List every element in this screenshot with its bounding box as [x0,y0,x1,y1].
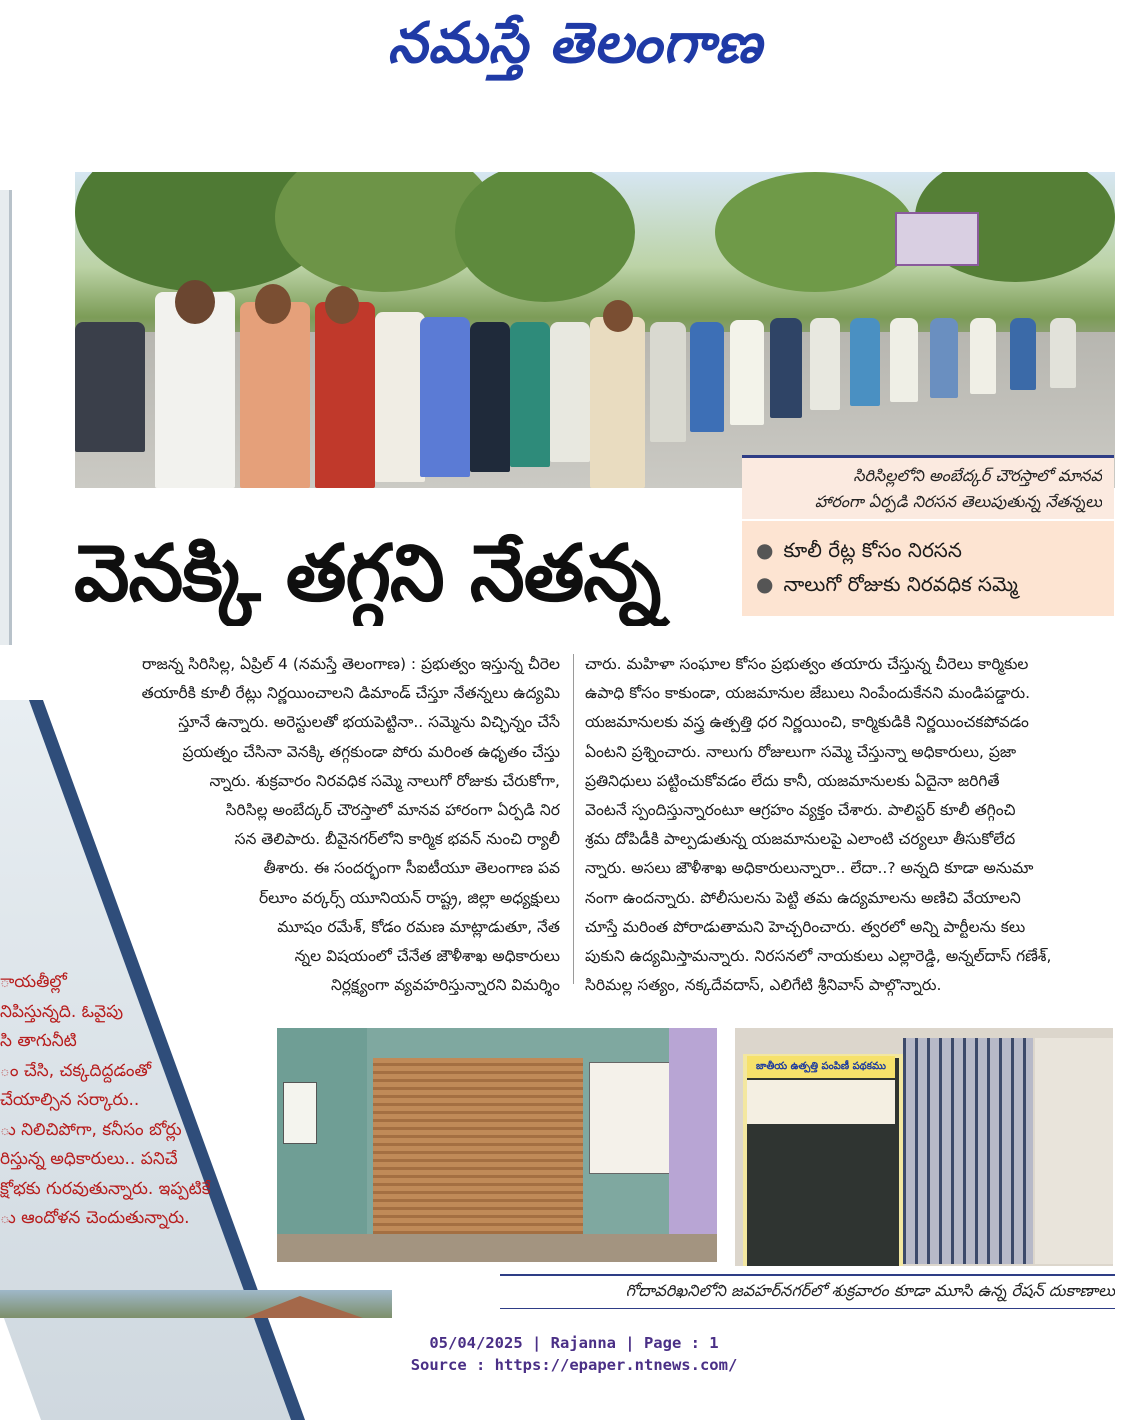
photo-caption [742,455,1114,519]
protester [510,322,550,467]
left-clipped-story [0,968,272,1258]
article-line: ప్రతినిధులు పట్టించుకోవడం లేదు కానీ, యజమానులకు ఏదైనా జరిగితే [585,771,1000,790]
left-story-line: ు ఆందోళన చెందుతున్నారు. [0,1208,190,1228]
bullet-item [756,533,1100,567]
protester [850,318,880,406]
bullet-text: కూలీ రేట్ల కోసం నిరసన [783,538,962,562]
newspaper-masthead: నమస్తే తెలంగాణ [387,10,763,76]
article-line: చూస్తే మరింత పోరాడుతామని హెచ్చరించారు. త్వరలో అన్ని పార్టీలను కలు [585,917,1026,936]
protester-head [255,284,291,324]
ration-board-heading: జాతీయ ఉత్పత్తి పంపిణీ పథకము [747,1056,895,1078]
protester [890,318,918,402]
left-story-line: ు నిలిచిపోగా, కనీసం బోర్లు [0,1119,182,1140]
protest-photo [75,172,1115,488]
article-line: న్నారు. అసలు జౌళీశాఖ అధికారులున్నారా.. లేదా..? అన్నది కూడా అనుమా [585,859,1034,878]
protester [375,312,425,482]
article-line: సిరిమల్ల సత్యం, నక్కదేవదాస్, ఎలిగేటి శ్రీనివాస్ పాల్గొన్నారు. [585,976,942,995]
grille-gate [903,1038,1033,1264]
protester [550,322,590,462]
article-line: మూషం రమేశ్, కోడం రమణ మాట్లాడుతూ, నేత [277,917,560,936]
protester [650,322,686,442]
officer-head [603,300,633,332]
highlight-bullets [742,521,1114,616]
left-story-line: చేయాల్సిన సర్కారు.. [0,1090,140,1110]
footer-source-link[interactable]: Source : https://epaper.ntnews.com/ [410,1356,738,1374]
protester [470,322,510,472]
notice-sheet [283,1082,317,1144]
protester [1050,318,1076,388]
tree-canopy [715,172,915,292]
article-line: తీశారు. ఈ సందర్భంగా సీఐటీయూ తెలంగాణ పవ [263,859,560,878]
protester-head [175,280,215,324]
wall [1035,1038,1113,1264]
bottom-photo-caption: గోదావరిఖనిలోని జవహర్‌నగర్‌లో శుక్రవారం కూడా మూసి ఉన్న రేషన్ దుకాణాలు [500,1274,1115,1309]
article-line: యజమానులకు వస్త్ర ఉత్పత్తి ధర నిర్ణయించి, కార్మికుడికి నిర్ణయించకపోవడం [585,713,1029,732]
ration-shop-photo [735,1028,1113,1266]
article-line: సిరిసిల్ల అంబేద్కర్ చౌరస్తాలో మానవ హారంగా ఏర్పడి నిర [225,801,560,820]
notice-board [589,1062,671,1174]
protester [930,318,958,398]
police-officer [590,317,645,488]
article-line: చారు. మహిళా సంఘాల కోసం ప్రభుత్వం తయారు చేస్తున్న చీరెలు కార్మికుల [585,655,1029,673]
protester [690,322,724,432]
article-line: నంగా ఉందన్నారు. పోలీసులను పెట్టి తమ ఉద్యమాలను అణిచి వేయాలని [585,888,1021,907]
footer-date-line: 05/04/2025 | Rajanna | Page : 1 [429,1334,719,1352]
article-line: ఉపాధి కోసం కాకుండా, యజమానుల జేబులు నింపేందుకేనని మండిపడ్డారు. [585,684,1031,703]
headline: వెనక్కి తగ్గని నేతన్న [74,529,661,619]
protester [770,318,802,418]
article-line: ఏంటని ప్రశ్నించారు. నాలుగు రోజులుగా సమ్మె చేస్తున్నా అధికారులు, ప్రజా [585,742,1017,761]
column-divider [573,654,574,984]
shop-floor [277,1234,717,1262]
protester [1010,318,1036,390]
left-story-line: సి తాగునీటి [0,1031,77,1051]
article-line: తయారీకి కూలీ రేట్లు నిర్ణయించాలని డిమాండ్ చేస్తూ నేతన్నలు ఉద్యమి [141,684,560,703]
wall [277,1028,367,1262]
left-story-line: ాయతీల్లో [0,972,67,992]
article-column-right [585,650,1118,1000]
bullet-text: నాలుగో రోజుకు నిరవధిక సమ్మె [783,572,1018,596]
bullet-icon: ● [756,538,774,562]
photo-caption-line: హారంగా ఏర్పడి నిరసన తెలుపుతున్న నేతన్నలు [814,492,1102,511]
left-story-line: నిపిస్తున్నది. ఓవైపు [0,1001,124,1022]
left-story-line: క్షోభకు గురవుతున్నారు. ఇప్పటికే [0,1178,211,1199]
article-line: న్నల విషయంలో చేనేత జౌళీశాఖ అధికారులు [294,947,560,966]
protester [810,318,840,410]
motorcycle-rider [75,322,145,452]
left-story-line: ం చేసి, చక్కదిద్దడంతో [0,1060,152,1081]
article-line: ర్‌లూం వర్కర్స్ యూనియన్ రాష్ట్ర, జిల్లా అధ్యక్షులు [258,888,560,907]
protester [730,320,764,425]
protester [970,318,996,394]
article-line: పుకుని ఉద్యమిస్తామన్నారు. నిరసనలో నాయకులు ఎల్లారెడ్డి, అన్నల్‌దాస్ గణేశ్, [585,947,1052,966]
pillar [669,1028,717,1262]
rolling-shutter [373,1058,583,1234]
article-line: రాజన్న సిరిసిల్ల, ఏప్రిల్ 4 (నమస్తే తెలంగాణ) : ప్రభుత్వం ఇస్తున్న చీరెల [142,655,560,673]
protester [315,302,375,488]
article-line: సన తెలిపారు. బీవైనగర్‌లోని కార్మిక భవన్ నుంచి ర్యాలీ [234,830,560,849]
billboard [895,212,979,266]
closed-shop-photo [277,1028,717,1262]
tree-canopy [455,172,635,302]
photo-caption-line: సిరిసిల్లలోని అంబేద్కర్ చౌరస్తాలో మానవ [853,466,1102,485]
article-line: స్తూనే ఉన్నారు. అరెస్టులతో భయపెట్టినా.. సమ్మెను విచ్ఛిన్నం చేసే [178,713,560,732]
bullet-icon: ● [756,572,774,596]
article-column-left [60,650,560,1000]
ration-board-details [747,1080,895,1124]
protester [240,302,310,488]
article-line: శ్రమ దోపిడీకి పాల్పడుతున్న యజమానులపై ఎలాంటి చర్యలూ తీసుకోలేద [585,830,1016,849]
article-line: వెంటనే స్పందిస్తున్నారంటూ ఆగ్రహం వ్యక్తం చేశారు. పాలిస్టర్ కూలీ తగ్గించి [585,801,1016,820]
article-line: న్నారు. శుక్రవారం నిరవధిక సమ్మె నాలుగో రోజుకు చేరుకోగా, [209,771,560,790]
protester-head [325,286,359,324]
article-line: నిర్లక్ష్యంగా వ్యవహరిస్తున్నారని విమర్శిం [330,976,560,995]
protester [420,317,470,477]
bullet-item [756,567,1100,601]
left-story-line: రిస్తున్న అధికారులు.. పనిచే [0,1149,178,1169]
left-edge-frame [0,190,12,645]
article-line: ప్రయత్నం చేసినా వెనక్కి తగ్గకుండా పోరు మరింత ఉధృతం చేస్తు [182,742,560,761]
